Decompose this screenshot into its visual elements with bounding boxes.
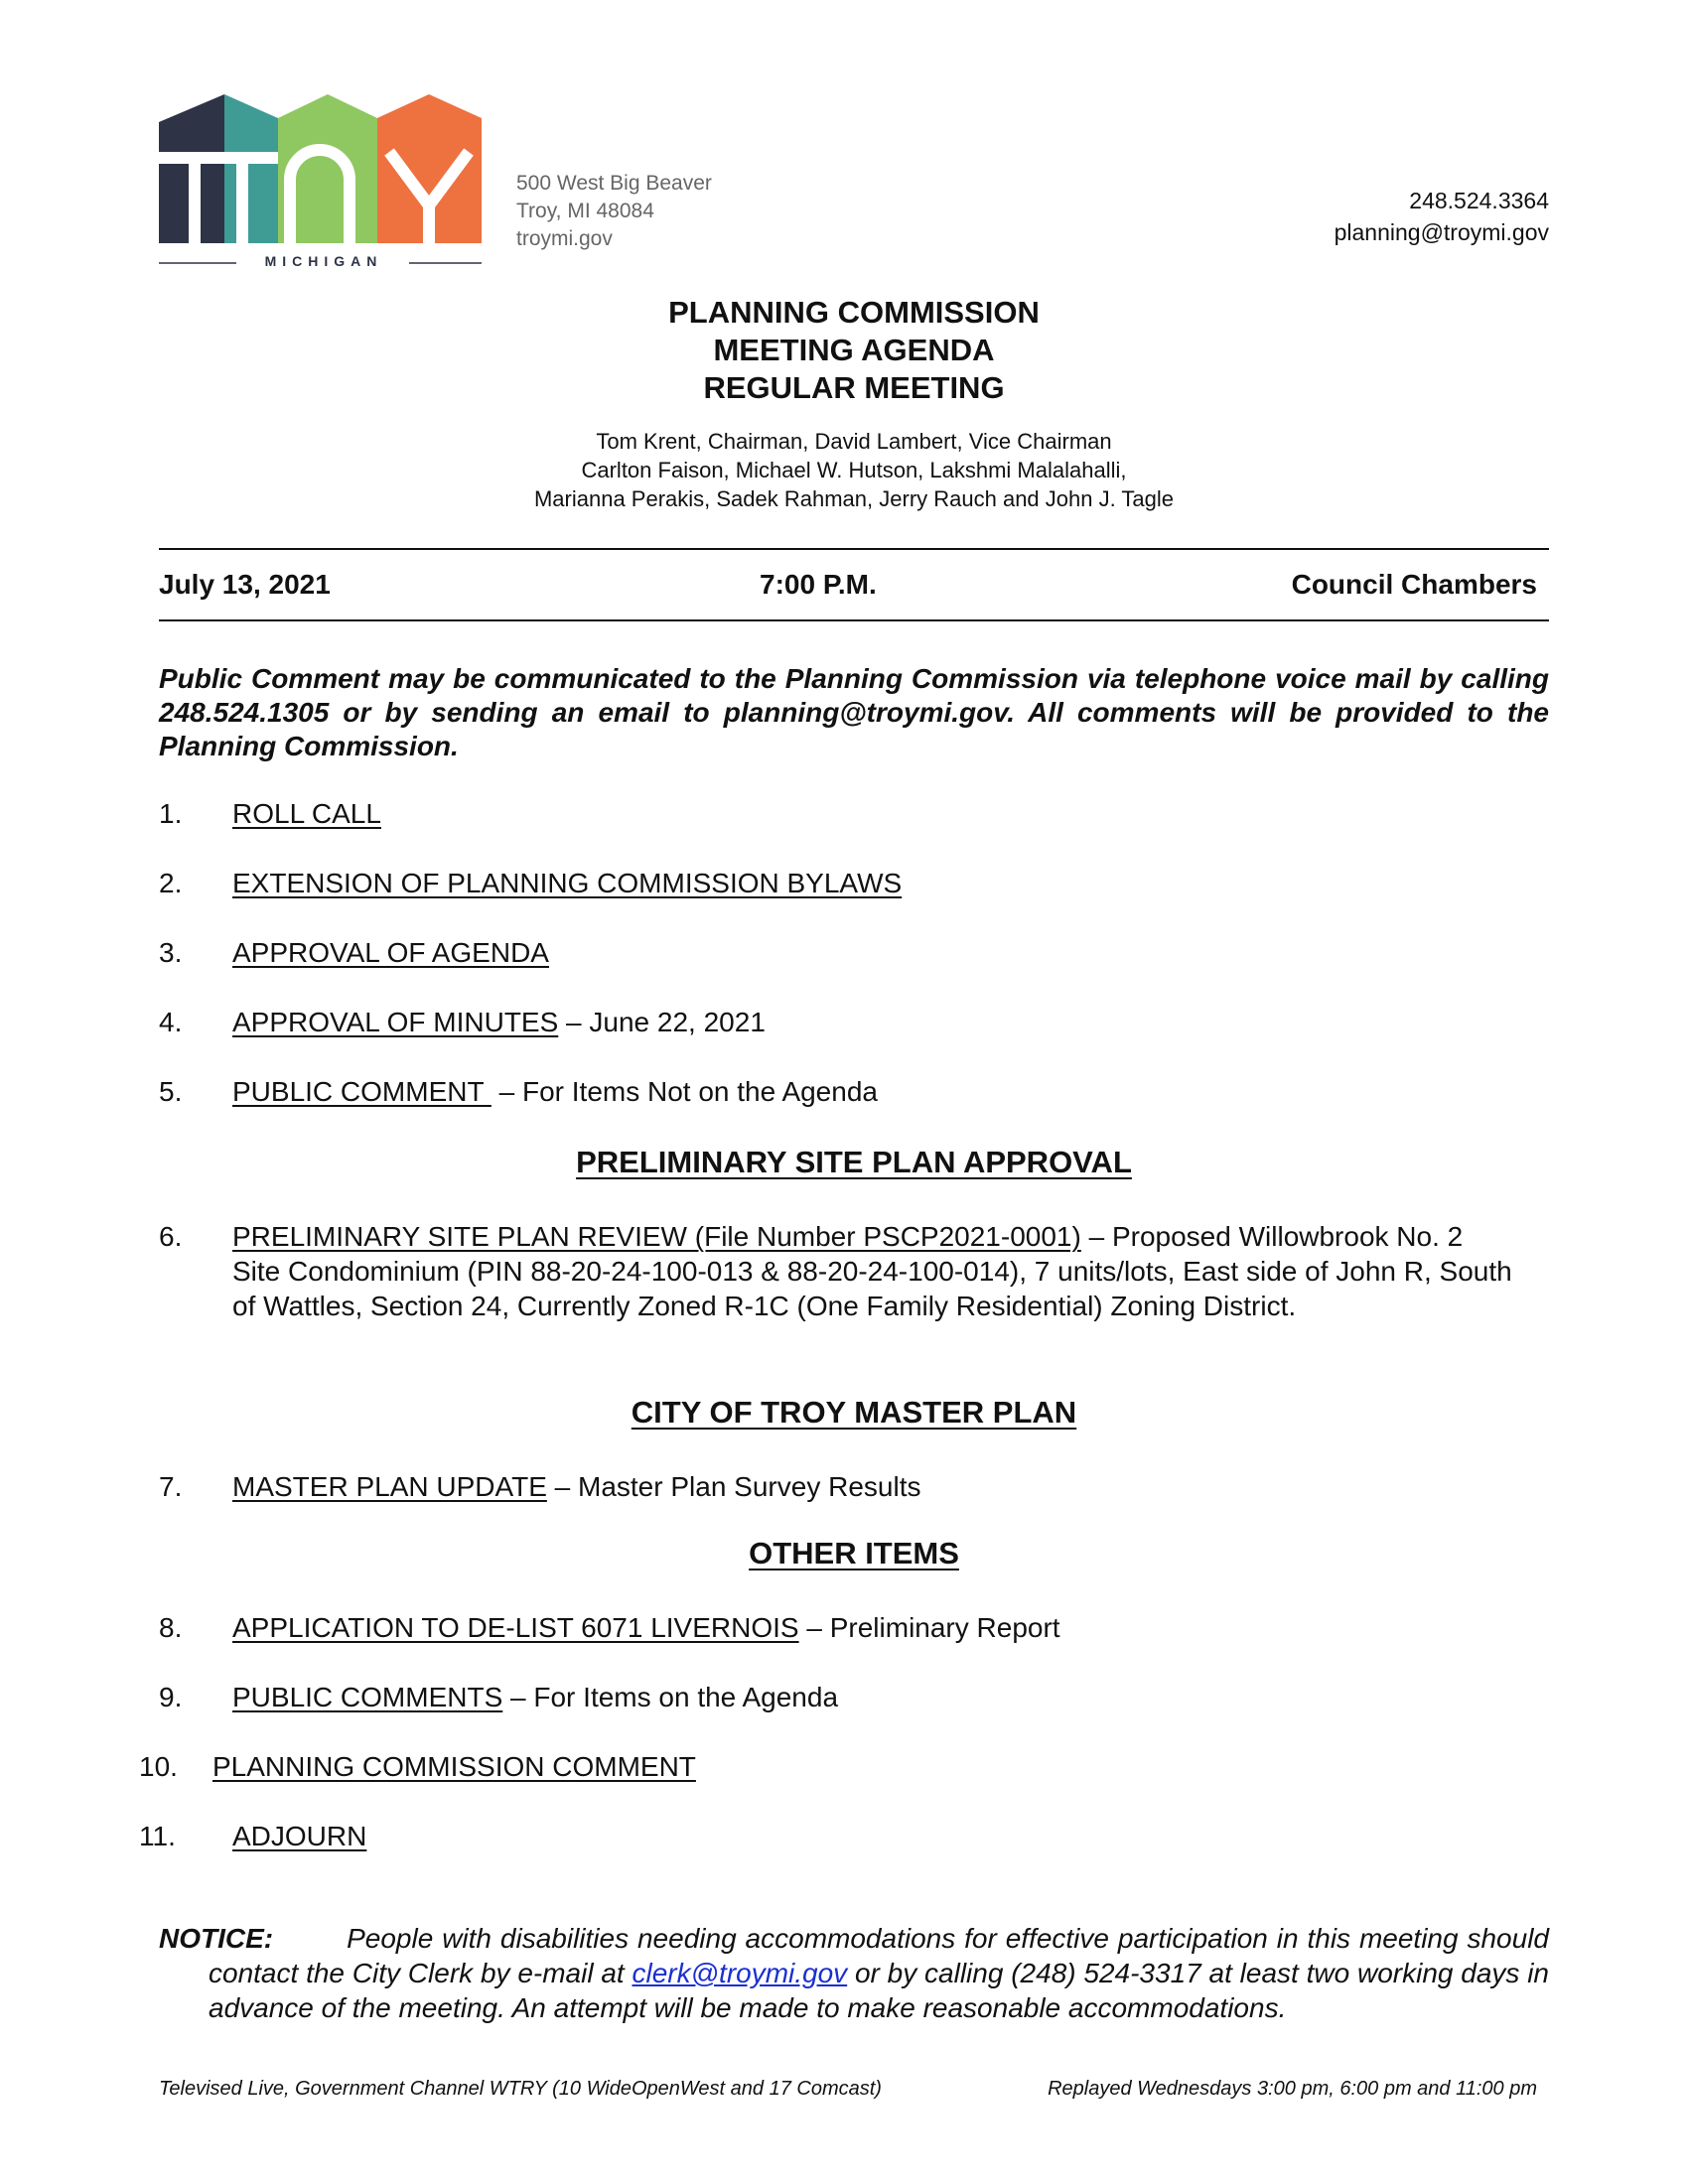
clerk-email-link[interactable]: clerk@troymi.gov — [632, 1958, 848, 1988]
item-number: 8. — [159, 1612, 183, 1643]
item-title: MASTER PLAN UPDATE — [232, 1471, 547, 1502]
broadcast-footer — [159, 2078, 1549, 2106]
troy-logo-icon — [159, 94, 492, 273]
accessibility-notice — [159, 1921, 1549, 2025]
address-line-1: 500 West Big Beaver — [516, 172, 712, 195]
item-title: APPROVAL OF AGENDA — [232, 937, 549, 968]
city-address — [516, 170, 712, 253]
section-heading — [159, 1535, 1549, 1572]
bottom-divider — [159, 619, 1549, 621]
item-number: 9. — [159, 1682, 183, 1712]
item-detail: – Proposed Willowbrook No. 2 Site Condominium (PIN 88-20-24-100-013 & 88-20-24-100-014), 7 units/lots, East side of John R, South of Wattles, Section 24, Currently Zoned R-1C (One Family Residential) Zoning District. — [232, 1221, 1512, 1321]
item-title: PLANNING COMMISSION COMMENT — [212, 1751, 696, 1782]
item-detail: – Master Plan Survey Results — [546, 1471, 921, 1502]
section-title: PRELIMINARY SITE PLAN APPROVAL — [576, 1145, 1132, 1179]
agenda-title-block — [159, 294, 1549, 513]
meeting-date: July 13, 2021 — [159, 569, 331, 600]
title-line-1: PLANNING COMMISSION — [668, 295, 1040, 330]
contact-email[interactable]: planning@troymi.gov — [1334, 219, 1549, 245]
title-line-3: REGULAR MEETING — [703, 370, 1005, 405]
section-heading — [159, 1144, 1549, 1181]
item-title: APPROVAL OF MINUTES — [232, 1007, 559, 1037]
item-number: 6. — [159, 1221, 183, 1252]
address-website[interactable]: troymi.gov — [516, 227, 613, 250]
televised-info: Televised Live, Government Channel WTRY (10 WideOpenWest and 17 Comcast) — [159, 2078, 882, 2100]
department-contact — [1335, 185, 1549, 248]
item-number: 2. — [159, 868, 183, 898]
item-number: 5. — [159, 1076, 183, 1107]
item-detail: – For Items Not on the Agenda — [491, 1076, 878, 1107]
agenda-item — [159, 1469, 1549, 1505]
title-line-2: MEETING AGENDA — [713, 333, 995, 367]
members-line-3: Marianna Perakis, Sadek Rahman, Jerry Rauch and John J. Tagle — [533, 486, 1175, 511]
troy-michigan-logo — [159, 94, 492, 273]
item-number: 11. — [139, 1821, 176, 1851]
members-line-2: Carlton Faison, Michael W. Hutson, Lakshmi Malalahalli, — [581, 458, 1127, 482]
agenda-item — [139, 1819, 1549, 1854]
agenda-item — [139, 1749, 1549, 1785]
item-number: 4. — [159, 1007, 183, 1037]
agenda-item — [159, 1005, 1549, 1040]
logo-subtitle: MICHIGAN — [264, 253, 383, 269]
phone-number: 248.524.3364 — [1409, 188, 1549, 213]
item-title: PUBLIC COMMENTS — [232, 1682, 503, 1712]
item-title: APPLICATION TO DE-LIST 6071 LIVERNOIS — [232, 1612, 799, 1643]
top-divider — [159, 548, 1549, 550]
item-title: ROLL CALL — [232, 798, 381, 829]
item-number: 10. — [139, 1751, 178, 1782]
meeting-time: 7:00 P.M. — [760, 569, 877, 600]
public-comment-notice: Public Comment may be communicated to the Planning Commission via telephone voice mail by calling 248.524.1305 or by sending an email to planning@troymi.gov. All comments will be provided to the Planning Commission. — [159, 663, 1549, 761]
item-number: 1. — [159, 798, 183, 829]
agenda-item — [159, 796, 1549, 832]
item-title: PRELIMINARY SITE PLAN REVIEW (File Number PSCP2021-0001) — [232, 1221, 1081, 1252]
notice-text-before: People with disabilities needing accommodations for effective participation in this meeting should contact the City Clerk by e-mail at — [209, 1923, 1549, 1988]
agenda-item — [159, 935, 1549, 971]
item-title: ADJOURN — [232, 1821, 367, 1851]
section-title: OTHER ITEMS — [749, 1536, 959, 1570]
agenda-item — [159, 1219, 1549, 1358]
section-title: CITY OF TROY MASTER PLAN — [631, 1395, 1077, 1430]
item-title: PUBLIC COMMENT — [232, 1076, 492, 1107]
item-title: EXTENSION OF PLANNING COMMISSION BYLAWS — [232, 868, 903, 898]
commission-members — [159, 427, 1549, 513]
item-detail: – Preliminary Report — [798, 1612, 1060, 1643]
replay-info: Replayed Wednesdays 3:00 pm, 6:00 pm and 11:00 pm — [1048, 2078, 1537, 2100]
agenda-item — [159, 866, 1549, 901]
item-detail: – For Items on the Agenda — [502, 1682, 839, 1712]
meeting-location: Council Chambers — [1291, 569, 1537, 600]
section-heading — [159, 1394, 1549, 1432]
item-detail: – June 22, 2021 — [558, 1007, 766, 1037]
address-line-2: Troy, MI 48084 — [516, 200, 654, 222]
agenda-item — [159, 1610, 1549, 1646]
notice-text-after: or by calling (248) 524-3317 at least two working days in advance of the meeting. An attempt will be made to make reasonable accommodations. — [209, 1958, 1549, 2023]
meeting-details — [159, 569, 1549, 605]
agenda-item — [159, 1680, 1549, 1715]
notice-label: NOTICE: — [159, 1923, 274, 1954]
agenda-item — [159, 1074, 1549, 1110]
members-line-1: Tom Krent, Chairman, David Lambert, Vice Chairman — [596, 429, 1112, 454]
item-number: 3. — [159, 937, 183, 968]
item-number: 7. — [159, 1471, 183, 1502]
